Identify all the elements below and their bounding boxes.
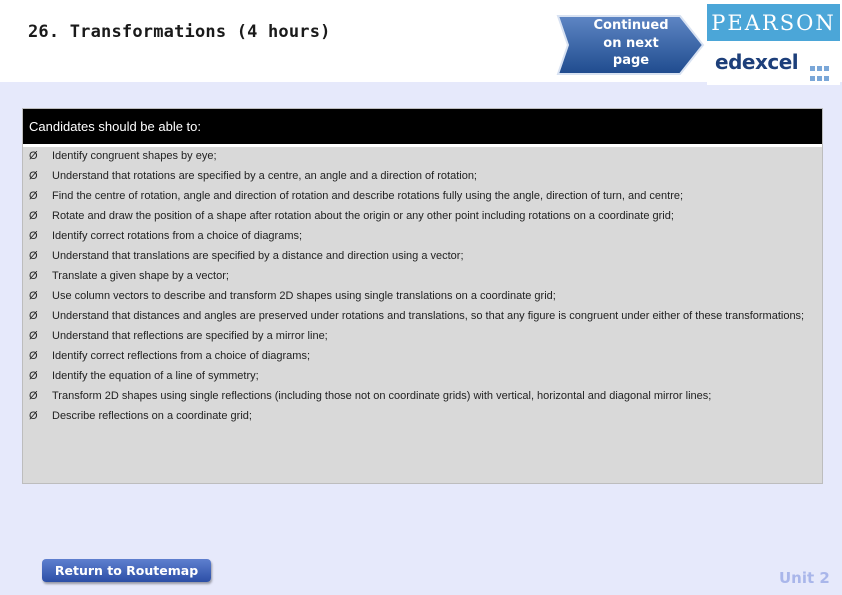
arrow-bullet-icon: Ø [29,350,38,362]
edexcel-dots-icon [810,66,830,84]
page-title: 26. Transformations (4 hours) [28,22,331,42]
list-item-text: Identify correct reflections from a choice of diagrams; [52,350,310,362]
continued-next-page-button[interactable] [556,14,706,76]
arrow-bullet-icon: Ø [29,370,38,382]
unit-label: Unit 2 [779,569,830,587]
list-item [29,229,815,245]
arrow-bullet-icon: Ø [29,250,38,262]
list-item [29,389,815,405]
header-bar [0,0,842,82]
list-item [29,269,815,285]
continued-label: Continued on next page [593,18,669,68]
edexcel-logo [707,43,840,85]
list-item [29,369,815,385]
list-item [29,149,815,165]
list-item-text: Identify correct rotations from a choice of diagrams; [52,230,303,242]
arrow-bullet-icon: Ø [29,410,38,422]
list-item-text: Understand that rotations are specified by a centre, an angle and a direction of rotation; [52,170,477,182]
list-item-text: Find the centre of rotation, angle and direction of rotation and describe rotations fully using the angle, direction of turn, and centre; [52,190,684,202]
list-item-text: Identify congruent shapes by eye; [52,150,217,162]
list-item-text: Transform 2D shapes using single reflections (including those not on coordinate grids) with vertical, horizontal and diagonal mirror lines; [52,390,712,402]
objectives-list [29,149,815,429]
list-item-text: Rotate and draw the position of a shape after rotation about the origin or any other point including rotations on a coordinate grid; [52,210,674,222]
arrow-bullet-icon: Ø [29,210,38,222]
arrow-bullet-icon: Ø [29,390,38,402]
list-item-text: Translate a given shape by a vector; [52,270,229,282]
arrow-bullet-icon: Ø [29,150,38,162]
pearson-logo: PEARSON [707,4,840,41]
list-item [29,249,815,265]
list-item-text: Understand that reflections are specified by a mirror line; [52,330,328,342]
arrow-bullet-icon: Ø [29,170,38,182]
objectives-heading: Candidates should be able to: [23,109,822,144]
list-item [29,289,815,305]
list-item-text: Understand that translations are specified by a distance and direction using a vector; [52,250,464,262]
return-to-routemap-button[interactable]: Return to Routemap [42,559,211,582]
edexcel-wordmark: edexcel [715,50,799,74]
list-item [29,329,815,345]
arrow-bullet-icon: Ø [29,290,38,302]
objectives-panel [22,108,823,484]
list-item [29,209,815,225]
list-item [29,169,815,185]
list-item [29,349,815,365]
arrow-bullet-icon: Ø [29,330,38,342]
arrow-bullet-icon: Ø [29,230,38,242]
arrow-bullet-icon: Ø [29,310,38,322]
list-item-text: Describe reflections on a coordinate grid; [52,410,252,422]
list-item [29,409,815,425]
arrow-bullet-icon: Ø [29,270,38,282]
list-item-text: Identify the equation of a line of symmetry; [52,370,259,382]
list-item [29,189,815,205]
list-item [29,309,815,325]
list-item-text: Understand that distances and angles are preserved under rotations and translations, so that any figure is congruent under either of these transformations; [52,310,805,322]
list-item-text: Use column vectors to describe and transform 2D shapes using single translations on a coordinate grid; [52,290,556,302]
arrow-bullet-icon: Ø [29,190,38,202]
